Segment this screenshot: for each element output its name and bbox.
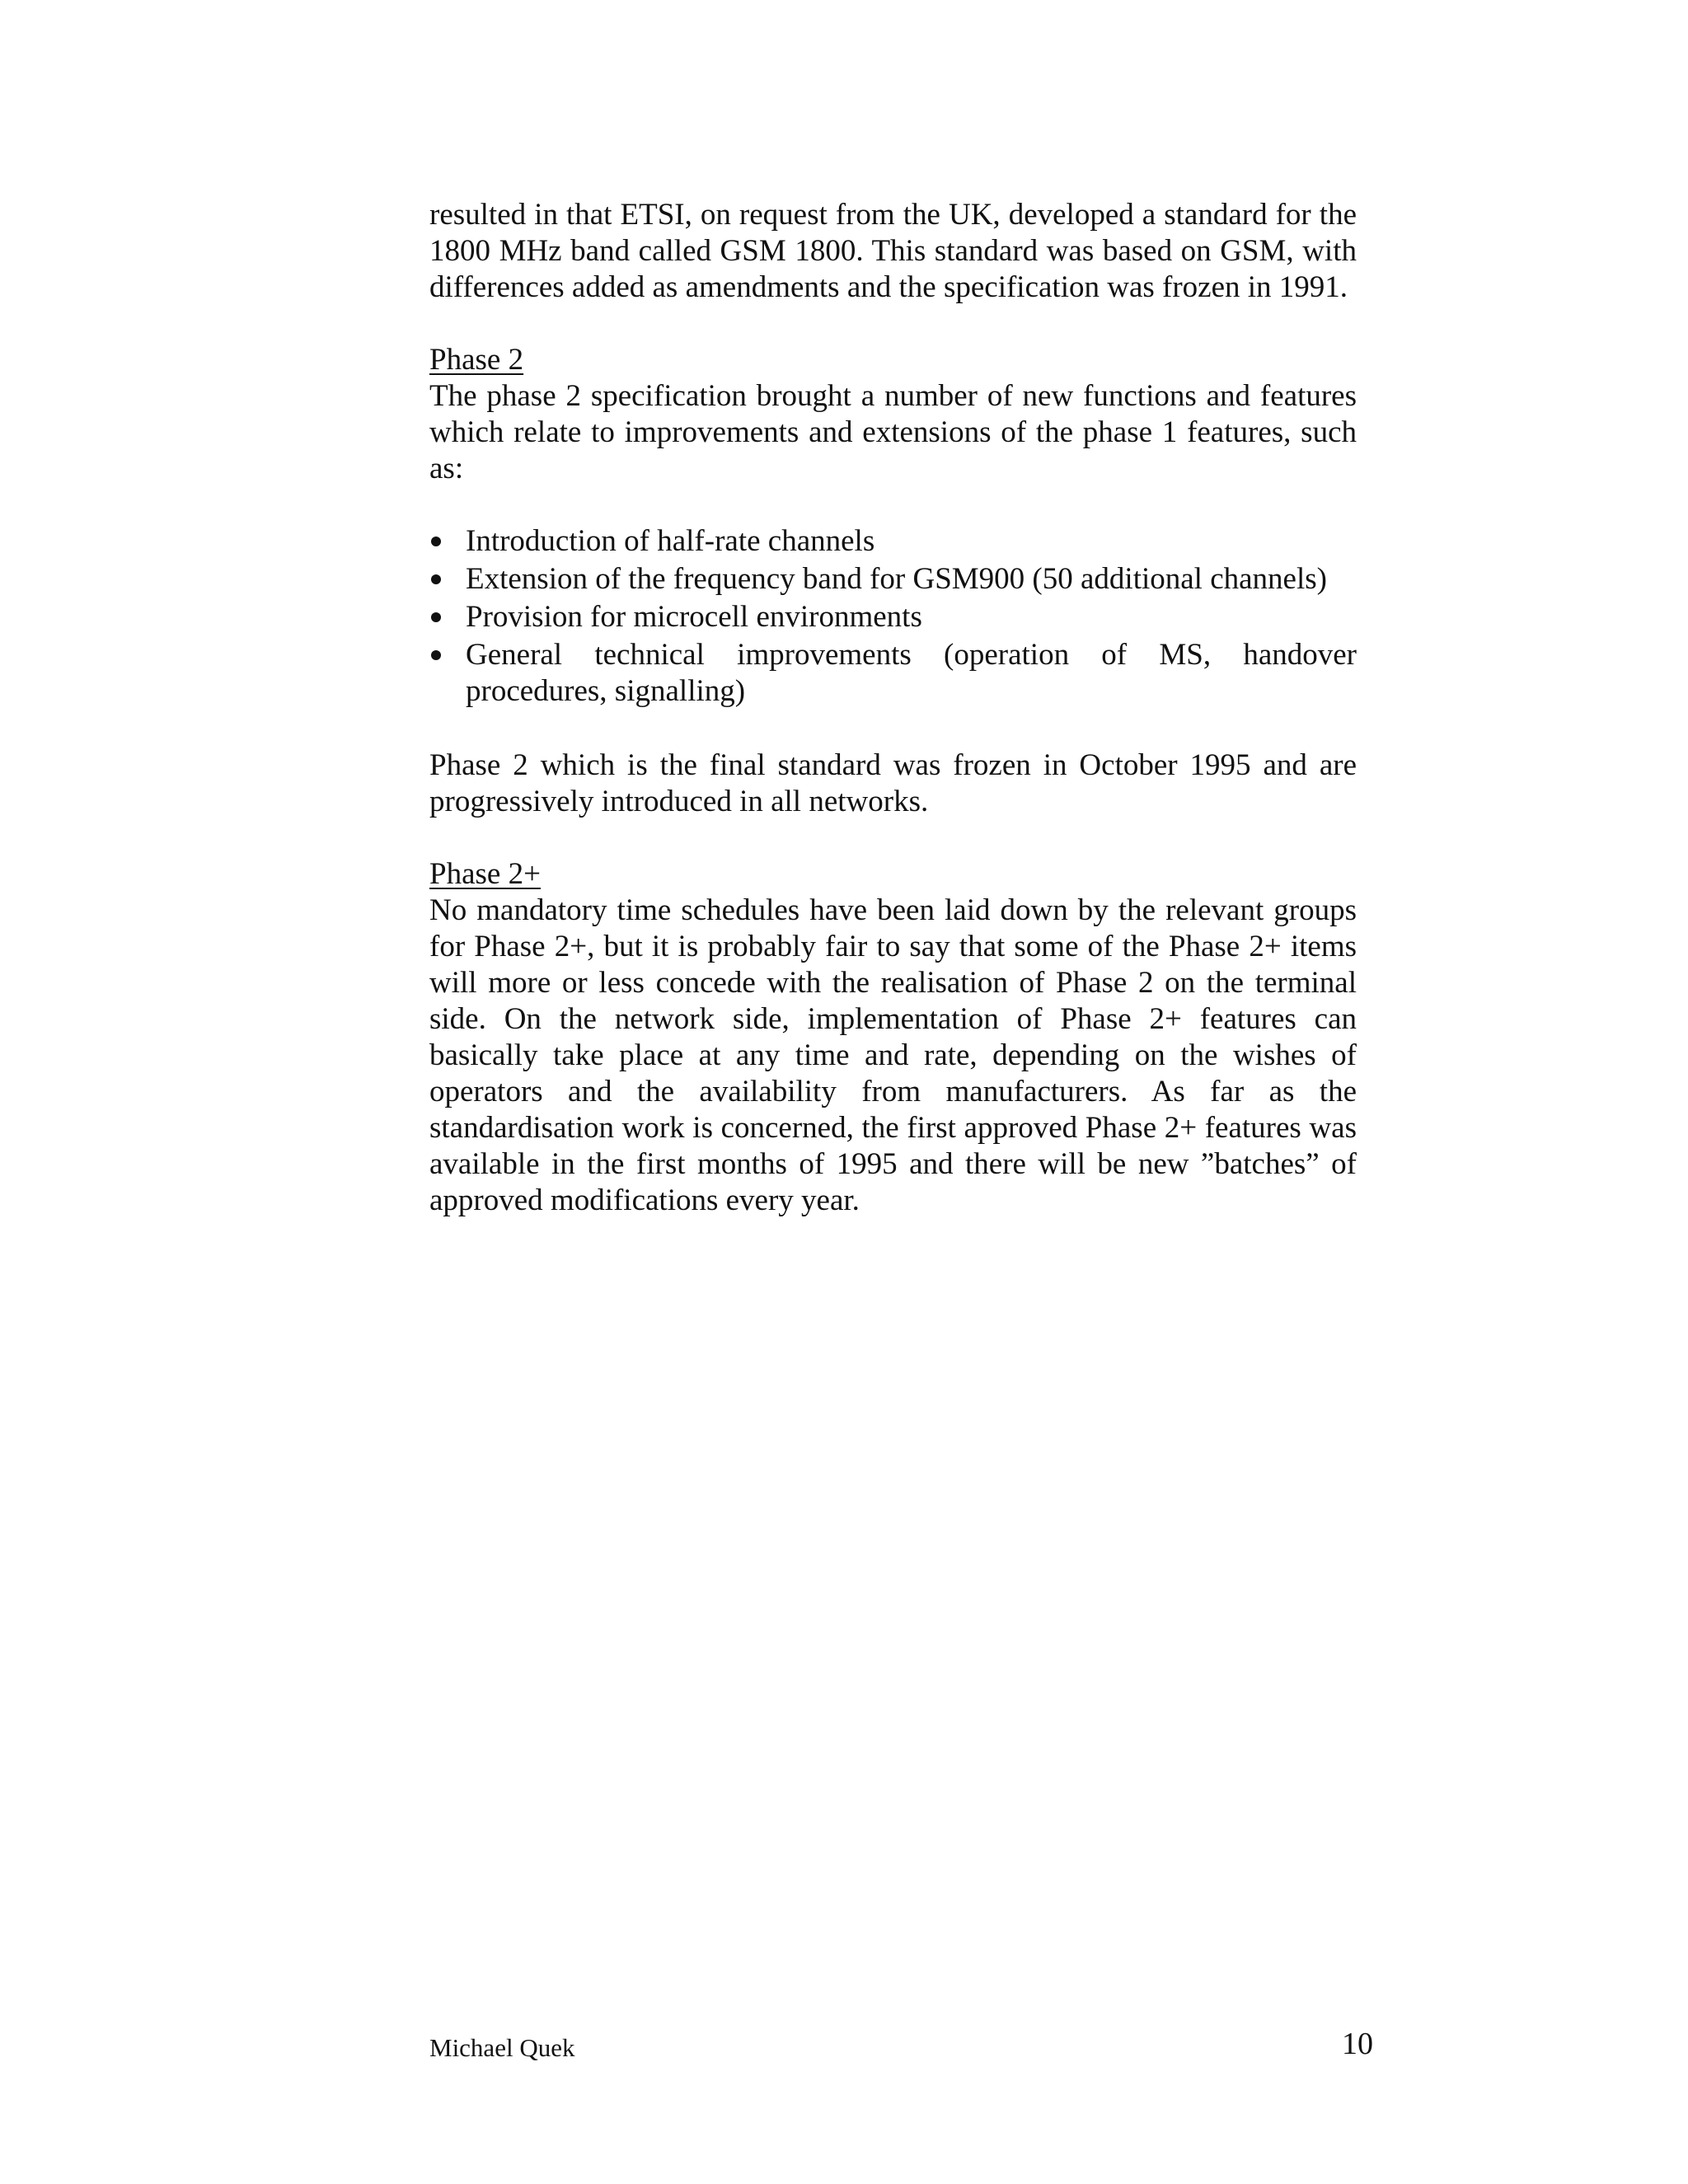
list-item <box>429 561 1357 598</box>
bullet-icon <box>431 650 441 660</box>
body-text-column <box>429 197 1357 1219</box>
paragraph-gap <box>429 306 1357 342</box>
list-item <box>429 637 1357 710</box>
bullet-icon <box>431 612 441 622</box>
footer-author: Michael Quek <box>429 2033 575 2062</box>
paragraph-gap <box>429 487 1357 523</box>
bullet-icon <box>431 574 441 584</box>
intro-paragraph: resulted in that ETSI, on request from the UK, developed a standard for the 1800 MHz band called GSM 1800. This standard was based on GSM, with differences added as amendments and the specification was frozen in 1991. <box>429 198 1357 304</box>
paragraph-gap <box>429 711 1357 748</box>
phase2plus-heading: Phase 2+ <box>429 857 541 891</box>
phase2-heading: Phase 2 <box>429 343 524 377</box>
phase2-intro-paragraph: The phase 2 specification brought a number of new functions and features which relate to improvements and extensions of the phase 1 features, such as: <box>429 379 1357 485</box>
page-number: 10 <box>1342 2027 1373 2061</box>
phase2-bullet-list <box>429 523 1357 710</box>
list-item-text: Provision for microcell environments <box>466 600 922 634</box>
paragraph-gap <box>429 820 1357 856</box>
list-item <box>429 599 1357 635</box>
list-item-text: Introduction of half-rate channels <box>466 524 875 558</box>
list-item <box>429 523 1357 560</box>
bullet-icon <box>431 537 441 546</box>
list-item-text: Extension of the frequency band for GSM900 (50 additional channels) <box>466 562 1327 596</box>
phase2plus-paragraph: No mandatory time schedules have been laid down by the relevant groups for Phase 2+, but it is probably fair to say that some of the Phase 2+ items will more or less concede with the realisation of Phase 2 on the terminal side. On the network side, implementation of Phase 2+ features can basically take place at any time and rate, depending on the wishes of operators and the availability from manufacturers. As far as the standardisation work is concerned, the first approved Phase 2+ features was available in the first months of 1995 and there will be new ”batches” of approved modifications every year. <box>429 893 1357 1217</box>
list-item-text: General technical improvements (operation of MS, handover procedures, signalling) <box>466 638 1357 708</box>
phase2-closing-paragraph: Phase 2 which is the final standard was frozen in October 1995 and are progressively introduced in all networks. <box>429 748 1357 818</box>
